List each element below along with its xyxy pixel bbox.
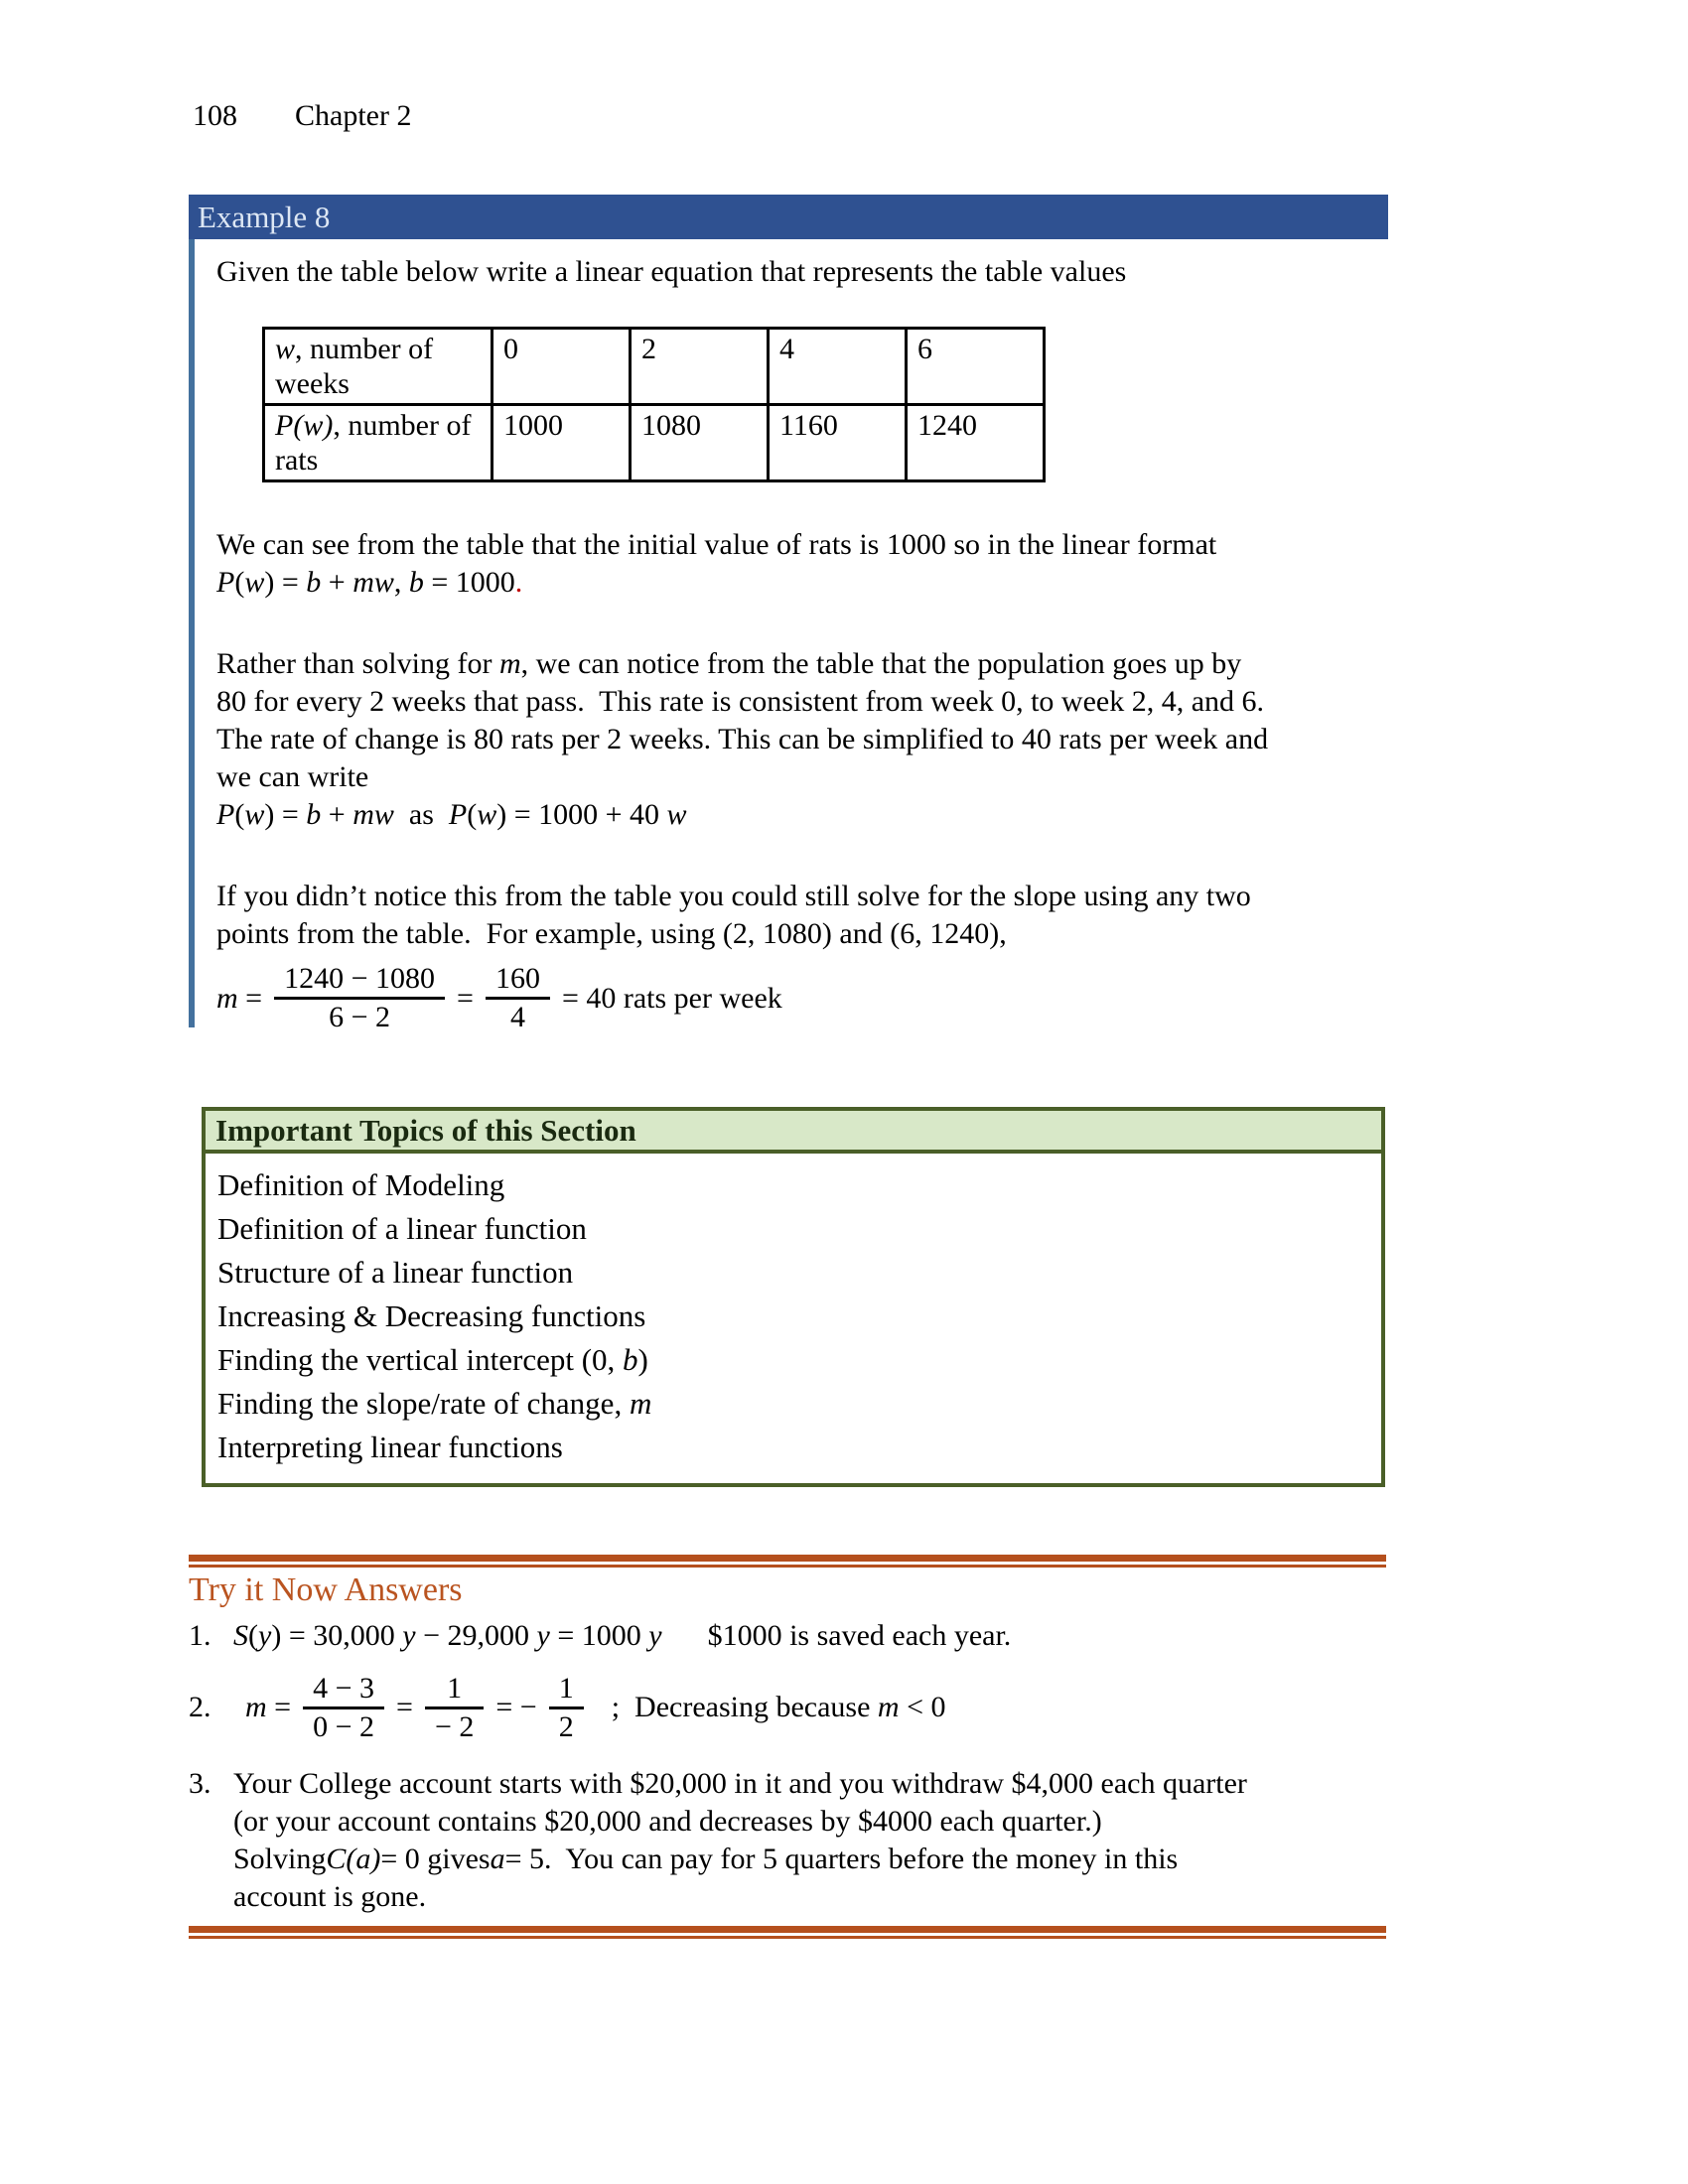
paragraph-rate-of-change — [216, 645, 1388, 834]
paragraph-initial-value — [216, 526, 1388, 602]
body-text-line: If you didn’t notice this from the table you could still solve for the slope using any two — [216, 880, 1251, 912]
topic-item: Finding the slope/rate of change, m — [217, 1386, 652, 1421]
red-period: . — [514, 566, 523, 599]
answer-2 — [189, 1664, 1386, 1751]
equation-line — [216, 564, 1388, 602]
fraction — [425, 1671, 484, 1745]
answer-2-note: ; Decreasing because m < 0 — [611, 1691, 946, 1723]
answer-1-note: $1000 is saved each year. — [707, 1619, 1012, 1652]
equals-sign: = — [396, 1691, 413, 1723]
equals-minus: = − — [495, 1691, 537, 1723]
topic-item: Increasing & Decreasing functions — [217, 1298, 646, 1333]
table-cell: 4 — [769, 329, 907, 405]
equation-lhs: m = — [216, 981, 263, 1015]
fraction — [549, 1671, 584, 1745]
example-title-text: Example 8 — [198, 199, 331, 234]
answer-3-line: (or your account contains $20,000 and decreases by $4000 each quarter.) — [233, 1805, 1102, 1838]
fraction-denominator: 2 — [558, 1709, 574, 1743]
answer-3 — [189, 1765, 1386, 1916]
answer-3-line — [189, 1765, 1386, 1803]
answer-number: 3. — [189, 1767, 211, 1800]
example-section — [189, 195, 1388, 1033]
answer-3-line: account is gone. — [233, 1880, 427, 1913]
slope-equation — [216, 961, 1388, 1035]
topic-item: Definition of a linear function — [217, 1211, 587, 1246]
example-title-bar — [189, 195, 1388, 239]
body-text-line: Rather than solving for m, we can notice from the table that the population goes up by — [216, 647, 1242, 680]
table-cell: 1240 — [907, 405, 1045, 481]
divider-rule-bottom — [189, 1926, 1386, 1939]
body-text-line: points from the table. For example, using (2, 1080) and (6, 1240), — [216, 917, 1007, 950]
body-text-line: We can see from the table that the initial value of rats is 1000 so in the linear format — [216, 528, 1217, 561]
table-cell: 1080 — [631, 405, 769, 481]
table-cell: 0 — [492, 329, 631, 405]
body-text-line: we can write — [216, 760, 369, 793]
page-number: 108 — [193, 99, 237, 132]
table-cell: 1000 — [492, 405, 631, 481]
paragraph-slope — [216, 878, 1388, 1035]
important-topics-list — [206, 1154, 1381, 1483]
topic-item: Finding the vertical intercept (0, b) — [217, 1342, 648, 1377]
topic-item: Definition of Modeling — [217, 1167, 505, 1202]
row-label-weeks: w, number of weeks — [264, 329, 492, 405]
table-row-weeks — [264, 329, 1045, 405]
fraction-denominator: 0 − 2 — [313, 1709, 375, 1743]
math-expression: P(w) = b + mw, b = 1000 — [216, 566, 515, 599]
fraction — [274, 961, 445, 1035]
fraction-denominator: 4 — [509, 1001, 525, 1033]
fraction-numerator: 4 − 3 — [303, 1671, 384, 1709]
equation-lhs: m = — [245, 1691, 292, 1723]
topic-item: Structure of a linear function — [217, 1255, 574, 1290]
chapter-title: Chapter 2 — [295, 99, 412, 132]
fraction-numerator: 160 — [486, 961, 550, 1000]
body-text-line: Your College account starts with $20,000 in it and you withdraw $4,000 each quarter — [233, 1767, 1247, 1800]
answer-3-line: Solving C(a) = 0 gives a = 5. You can pay for 5 quarters before the money in this — [233, 1843, 1179, 1875]
try-it-now-answers-section — [189, 1555, 1386, 1939]
fraction-denominator: 6 − 2 — [329, 1001, 391, 1033]
example-intro-text: Given the table below write a linear equation that represents the table values — [216, 255, 1127, 288]
weeks-rats-table — [262, 327, 1046, 482]
page-header — [193, 97, 411, 135]
answer-number: 1. — [189, 1619, 211, 1652]
fraction — [303, 1671, 384, 1745]
body-text-line: 80 for every 2 weeks that pass. This rate is consistent from week 0, to week 2, 4, and 6. — [216, 685, 1265, 718]
example-body — [189, 239, 1388, 1033]
body-text-line: The rate of change is 80 rats per 2 weeks. This can be simplified to 40 rats per week and — [216, 723, 1269, 755]
topic-item: Interpreting linear functions — [217, 1430, 563, 1464]
try-it-now-title: Try it Now Answers — [189, 1571, 463, 1608]
important-topics-box — [202, 1107, 1385, 1487]
row-label-rats: P(w), number of rats — [264, 405, 492, 481]
important-topics-title: Important Topics of this Section — [206, 1111, 1381, 1154]
fraction-numerator: 1 — [425, 1671, 484, 1709]
table-cell: 1160 — [769, 405, 907, 481]
table-cell: 2 — [631, 329, 769, 405]
fraction-denominator: − 2 — [434, 1709, 475, 1743]
equation-result: = 40 rats per week — [561, 981, 782, 1015]
answer-1 — [189, 1616, 1386, 1656]
fraction-numerator: 1 — [549, 1671, 584, 1709]
answer-1-math: S(y) = 30,000 y − 29,000 y = 1000 y — [233, 1619, 662, 1652]
table-row-rats — [264, 405, 1045, 481]
answer-number: 2. — [189, 1691, 211, 1723]
table-cell: 6 — [907, 329, 1045, 405]
equation-line: P(w) = b + mw as P(w) = 1000 + 40 w — [216, 798, 687, 831]
fraction-numerator: 1240 − 1080 — [274, 961, 445, 1000]
divider-rule-top — [189, 1555, 1386, 1568]
equals-sign: = — [457, 981, 474, 1015]
fraction — [486, 961, 550, 1035]
